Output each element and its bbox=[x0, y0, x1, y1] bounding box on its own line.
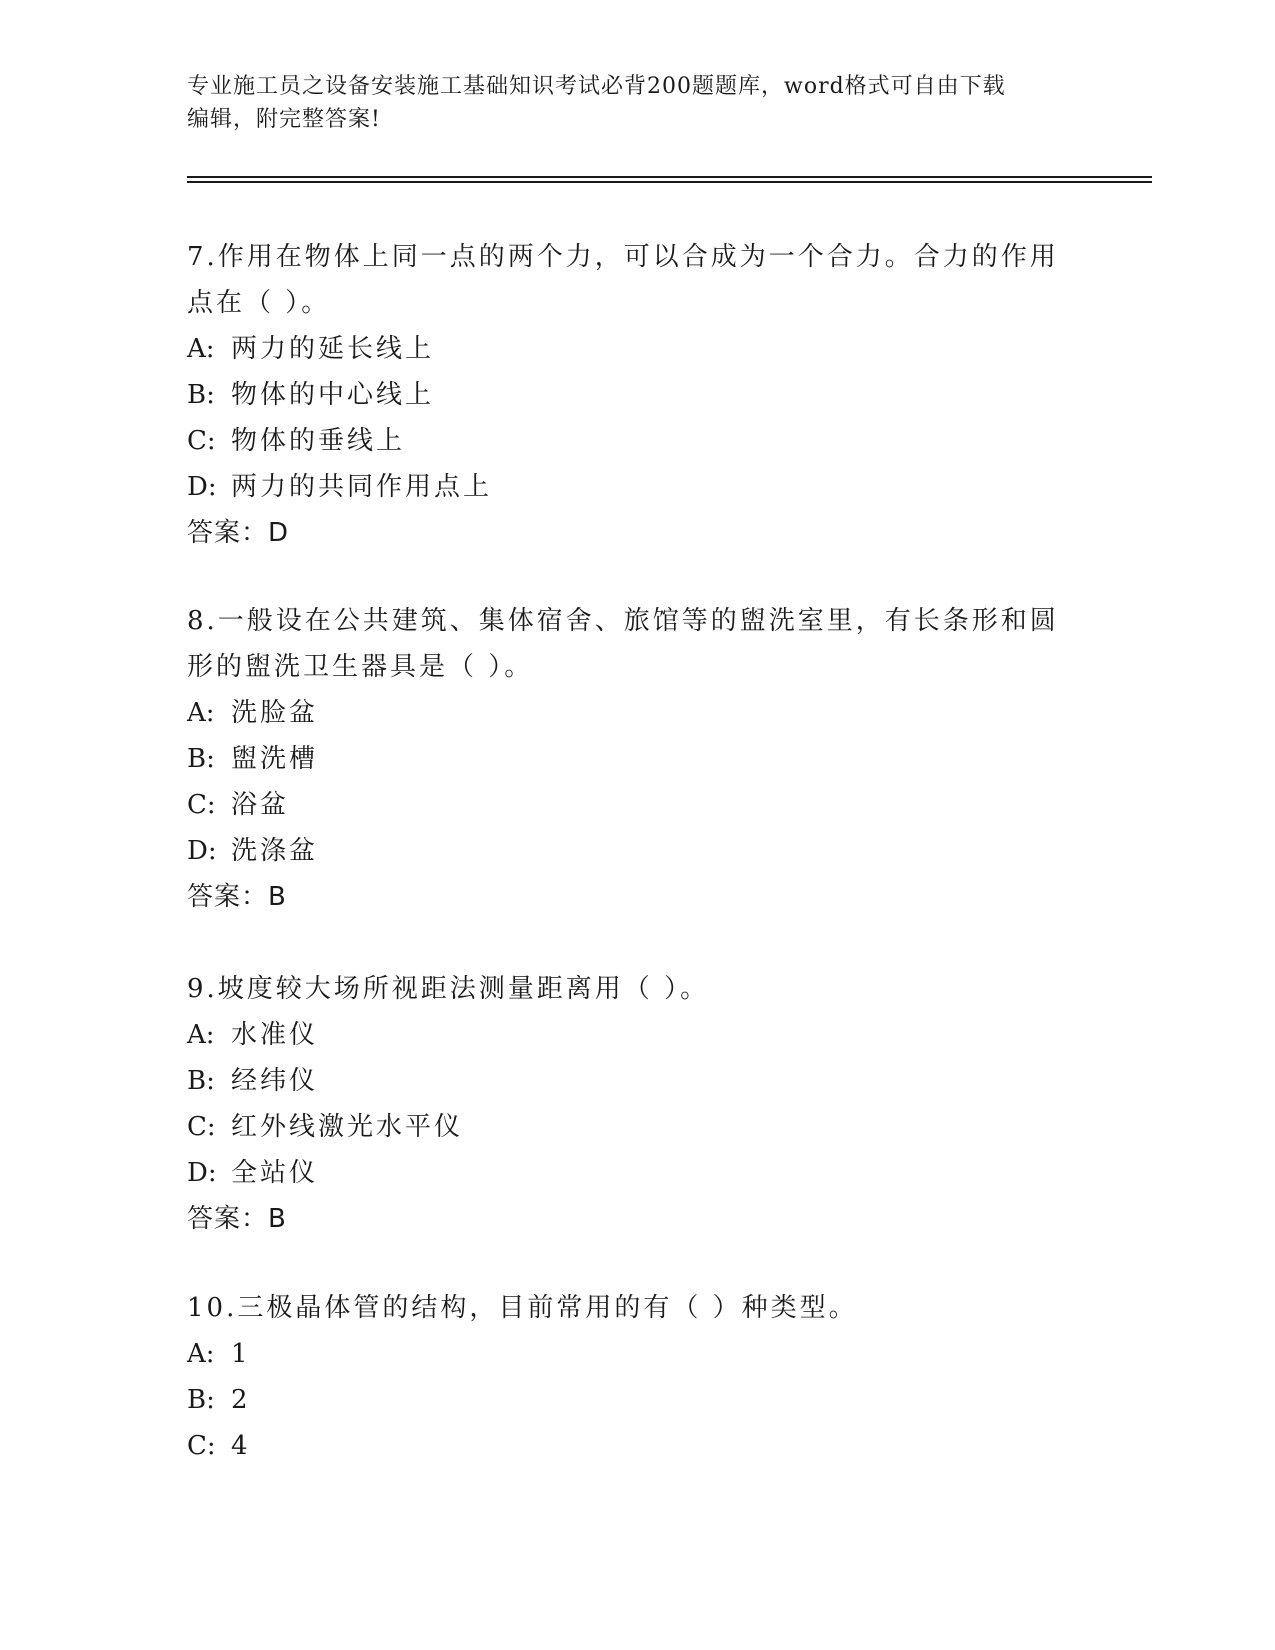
option-b bbox=[187, 372, 1067, 418]
question-stem-line-1: 10.三极晶体管的结构，目前常用的有（ ）种类型。 bbox=[187, 1293, 858, 1323]
option-text: 洗脸盆 bbox=[231, 698, 319, 728]
option-text: 盥洗槽 bbox=[231, 744, 319, 774]
question-stem-line-1: 8.一般设在公共建筑、集体宿舍、旅馆等的盥洗室里，有长条形和圆 bbox=[187, 606, 1059, 636]
option-key: D: bbox=[187, 1158, 217, 1188]
option-c bbox=[187, 1423, 1067, 1469]
question-stem-line-2: 形的盥洗卫生器具是（ ）。 bbox=[187, 652, 534, 682]
question-stem-line-1: 7.作用在物体上同一点的两个力，可以合成为一个合力。合力的作用 bbox=[187, 242, 1059, 272]
header-line-2: 编辑，附完整答案! bbox=[187, 107, 381, 132]
question-10 bbox=[187, 1285, 1067, 1469]
option-c bbox=[187, 782, 1067, 828]
option-text: 经纬仪 bbox=[231, 1066, 319, 1096]
option-key: A: bbox=[187, 1020, 215, 1050]
header-line-1: 专业施工员之设备安装施工基础知识考试必背200题题库，word格式可自由下载 bbox=[187, 74, 1006, 99]
answer-label: 答案：B bbox=[187, 882, 287, 912]
option-key: A: bbox=[187, 1339, 215, 1369]
option-text: 两力的延长线上 bbox=[231, 334, 435, 364]
option-a bbox=[187, 326, 1067, 372]
option-key: A: bbox=[187, 334, 215, 364]
option-a bbox=[187, 1012, 1067, 1058]
option-b bbox=[187, 1058, 1067, 1104]
option-text: 红外线激光水平仪 bbox=[231, 1112, 464, 1142]
option-key: C: bbox=[187, 426, 216, 456]
option-text: 水准仪 bbox=[231, 1020, 319, 1050]
header-divider-top bbox=[187, 176, 1152, 178]
option-text: 2 bbox=[231, 1385, 251, 1415]
question-7 bbox=[187, 234, 1067, 556]
question-stem-line-1: 9.坡度较大场所视距法测量距离用（ ）。 bbox=[187, 974, 710, 1004]
option-text: 洗涤盆 bbox=[231, 836, 319, 866]
question-9 bbox=[187, 966, 1067, 1242]
question-stem-line-2: 点在（ ）。 bbox=[187, 288, 331, 318]
option-key: D: bbox=[187, 836, 217, 866]
option-text: 全站仪 bbox=[231, 1158, 319, 1188]
option-b bbox=[187, 1377, 1067, 1423]
answer-label: 答案：D bbox=[187, 518, 290, 548]
option-key: B: bbox=[187, 744, 215, 774]
option-key: B: bbox=[187, 1066, 215, 1096]
option-a bbox=[187, 1331, 1067, 1377]
option-d bbox=[187, 464, 1067, 510]
option-text: 物体的垂线上 bbox=[231, 426, 406, 456]
header-divider-bottom bbox=[187, 181, 1152, 183]
option-a bbox=[187, 690, 1067, 736]
option-c bbox=[187, 418, 1067, 464]
option-key: B: bbox=[187, 380, 215, 410]
option-key: C: bbox=[187, 1431, 216, 1461]
option-text: 浴盆 bbox=[231, 790, 290, 820]
option-d bbox=[187, 1150, 1067, 1196]
option-text: 1 bbox=[231, 1339, 251, 1369]
option-key: A: bbox=[187, 698, 215, 728]
option-key: C: bbox=[187, 790, 216, 820]
option-text: 4 bbox=[231, 1431, 251, 1461]
option-text: 两力的共同作用点上 bbox=[231, 472, 493, 502]
option-c bbox=[187, 1104, 1067, 1150]
document-header bbox=[187, 70, 1087, 136]
answer-label: 答案：B bbox=[187, 1204, 287, 1234]
option-b bbox=[187, 736, 1067, 782]
question-8 bbox=[187, 598, 1067, 920]
option-key: B: bbox=[187, 1385, 215, 1415]
option-key: C: bbox=[187, 1112, 216, 1142]
option-key: D: bbox=[187, 472, 217, 502]
option-d bbox=[187, 828, 1067, 874]
option-text: 物体的中心线上 bbox=[231, 380, 435, 410]
